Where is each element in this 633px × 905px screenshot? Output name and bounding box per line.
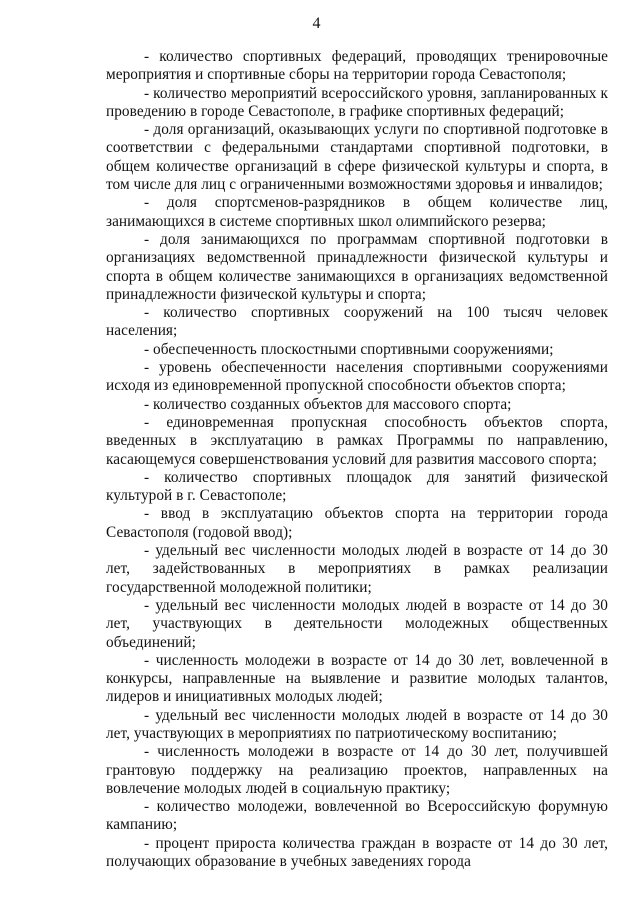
list-item: - процент прироста количества граждан в возрасте от 14 до 30 лет, получающих образование в учебных заведениях города xyxy=(106,834,608,871)
list-item: - обеспеченность плоскостными спортивными сооружениями; xyxy=(144,340,554,358)
list-item: - удельный вес численности молодых людей в возрасте от 14 до 30 лет, задействованных в мероприятиях в рамках реализации государственной молодежной политики; xyxy=(106,542,608,596)
list-item: - количество мероприятий всероссийского уровня, запланированных к проведению в городе Севастополе, в графике спортивных федераций; xyxy=(106,84,608,120)
list-item: - количество спортивных сооружений на 100 тысяч человек населения; xyxy=(106,304,608,340)
list-item: - доля занимающихся по программам спортивной подготовки в организациях ведомственной принадлежности физической культуры и спорта в общем количестве занимающихся в организациях ведомственной принадлежности физической культуры и спорта; xyxy=(106,230,608,303)
list-item: - количество созданных объектов для массового спорта; xyxy=(144,395,512,413)
list-item: - численность молодежи в возрасте от 14 до 30 лет, вовлеченной в конкурсы, направленные на выявление и развитие молодых талантов, лидеров и инициативных молодых людей; xyxy=(106,651,608,706)
list-item: - численность молодежи в возрасте от 14 до 30 лет, получившей грантовую поддержку на реализацию проектов, направленных на вовлечение молодых людей в социальную практику; xyxy=(106,743,608,797)
list-item: - удельный вес численности молодых людей в возрасте от 14 до 30 лет, участвующих в мероприятиях по патриотическому воспитанию; xyxy=(106,706,608,742)
list-item: - уровень обеспеченности населения спортивными сооружениями исходя из единовременной пропускной способности объектов спорта; xyxy=(106,359,608,395)
page-number: 4 xyxy=(312,15,321,32)
list-item: - количество спортивных федераций, проводящих тренировочные мероприятия и спортивные сборы на территории города Севастополя; xyxy=(106,48,608,84)
list-item: - количество молодежи, вовлеченной во Всероссийскую форумную кампанию; xyxy=(106,798,608,834)
list-item: - удельный вес численности молодых людей в возрасте от 14 до 30 лет, участвующих в деятельности молодежных общественных объединений; xyxy=(106,596,608,651)
list-item: - единовременная пропускная способность объектов спорта, введенных в эксплуатацию в рамках Программы по направлению, касающемуся совершенствования условий для развития массового спорта; xyxy=(106,413,608,468)
list-item: - ввод в эксплуатацию объектов спорта на территории города Севастополя (годовой ввод); xyxy=(106,505,608,541)
document-body xyxy=(106,48,608,871)
list-item: - количество спортивных площадок для занятий физической культурой в г. Севастополе; xyxy=(106,468,608,505)
list-item: - доля организаций, оказывающих услуги по спортивной подготовке в соответствии с федеральными стандартами спортивной подготовки, в общем количестве организаций в сфере физической культуры и спорта, в том числе для лиц с ограниченными возможностями здоровья и инвалидов; xyxy=(106,121,608,194)
list-item: - доля спортсменов-разрядников в общем количестве лиц, занимающихся в системе спортивных школ олимпийского резерва; xyxy=(106,194,608,230)
